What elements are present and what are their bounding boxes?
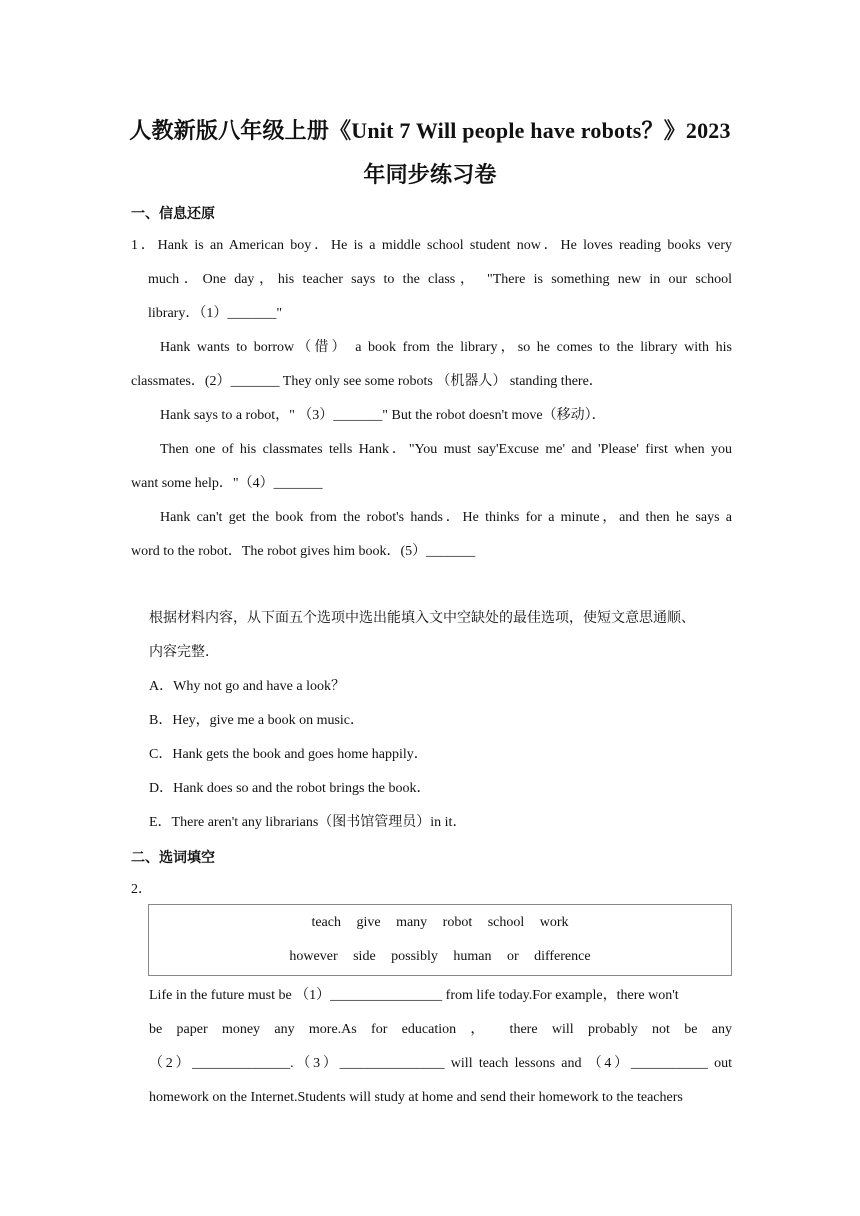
option-e: E．There aren't any librarians（图书馆管理员）in it．	[149, 815, 467, 830]
passage-line: classmates．(2）_______ They only see some robots （机器人） standing there．	[131, 374, 603, 389]
instruction-text: 内容完整．	[149, 645, 219, 660]
passage-line: Life in the future must be （1）________________ from life today.For example，there won't	[149, 988, 679, 1003]
section-heading-info-restore: 一、信息还原	[131, 206, 215, 222]
passage-line: much．One day，his teacher says to the class， "There is something new in our school	[148, 272, 732, 287]
question-number: 2．	[131, 882, 152, 897]
option-d: D．Hank does so and the robot brings the book．	[149, 781, 431, 796]
instruction-text: 根据材料内容，从下面五个选项中选出能填入文中空缺处的最佳选项，使短文意思通顺、	[149, 611, 695, 626]
option-a: A．Why not go and have a look？	[149, 679, 345, 694]
passage-line: Hank says to a robot，" （3）_______" But the robot doesn't move（移动）．	[160, 408, 606, 423]
passage-line: homework on the Internet.Students will study at home and send their homework to the teachers	[149, 1090, 683, 1105]
page-title-line1: 人教新版八年级上册《Unit 7 Will people have robots？》2023	[129, 118, 731, 143]
word-bank-box	[148, 904, 732, 976]
word-bank-row: teach give many robot school work	[311, 915, 569, 930]
page-title-line2: 年同步练习卷	[363, 162, 497, 187]
passage-line: Hank wants to borrow（借） a book from the library，so he comes to the library with his	[160, 340, 732, 355]
passage-line: 1．Hank is an American boy．He is a middle school student now．He loves reading books very	[131, 238, 732, 253]
passage-line: library．（1）_______"	[148, 306, 283, 321]
passage-line: want some help．"（4）_______	[131, 476, 323, 491]
passage-line: Hank can't get the book from the robot's hands．He thinks for a minute，and then he says a	[160, 510, 732, 525]
option-b: B．Hey，give me a book on music．	[149, 713, 365, 728]
passage-line: （2）______________.（3）_______________ will teach lessons and （4）___________ out	[149, 1056, 732, 1071]
passage-line: be paper money any more.As for education ， there will probably not be any	[149, 1022, 732, 1037]
word-bank-row: however side possibly human or difference	[289, 949, 591, 964]
passage-line: Then one of his classmates tells Hank．"You must say'Excuse me' and 'Please' first when you	[160, 442, 732, 457]
passage-line: word to the robot．The robot gives him book．(5）_______	[131, 544, 476, 559]
option-c: C．Hank gets the book and goes home happily．	[149, 747, 428, 762]
section-heading-word-fill: 二、选词填空	[131, 850, 215, 866]
